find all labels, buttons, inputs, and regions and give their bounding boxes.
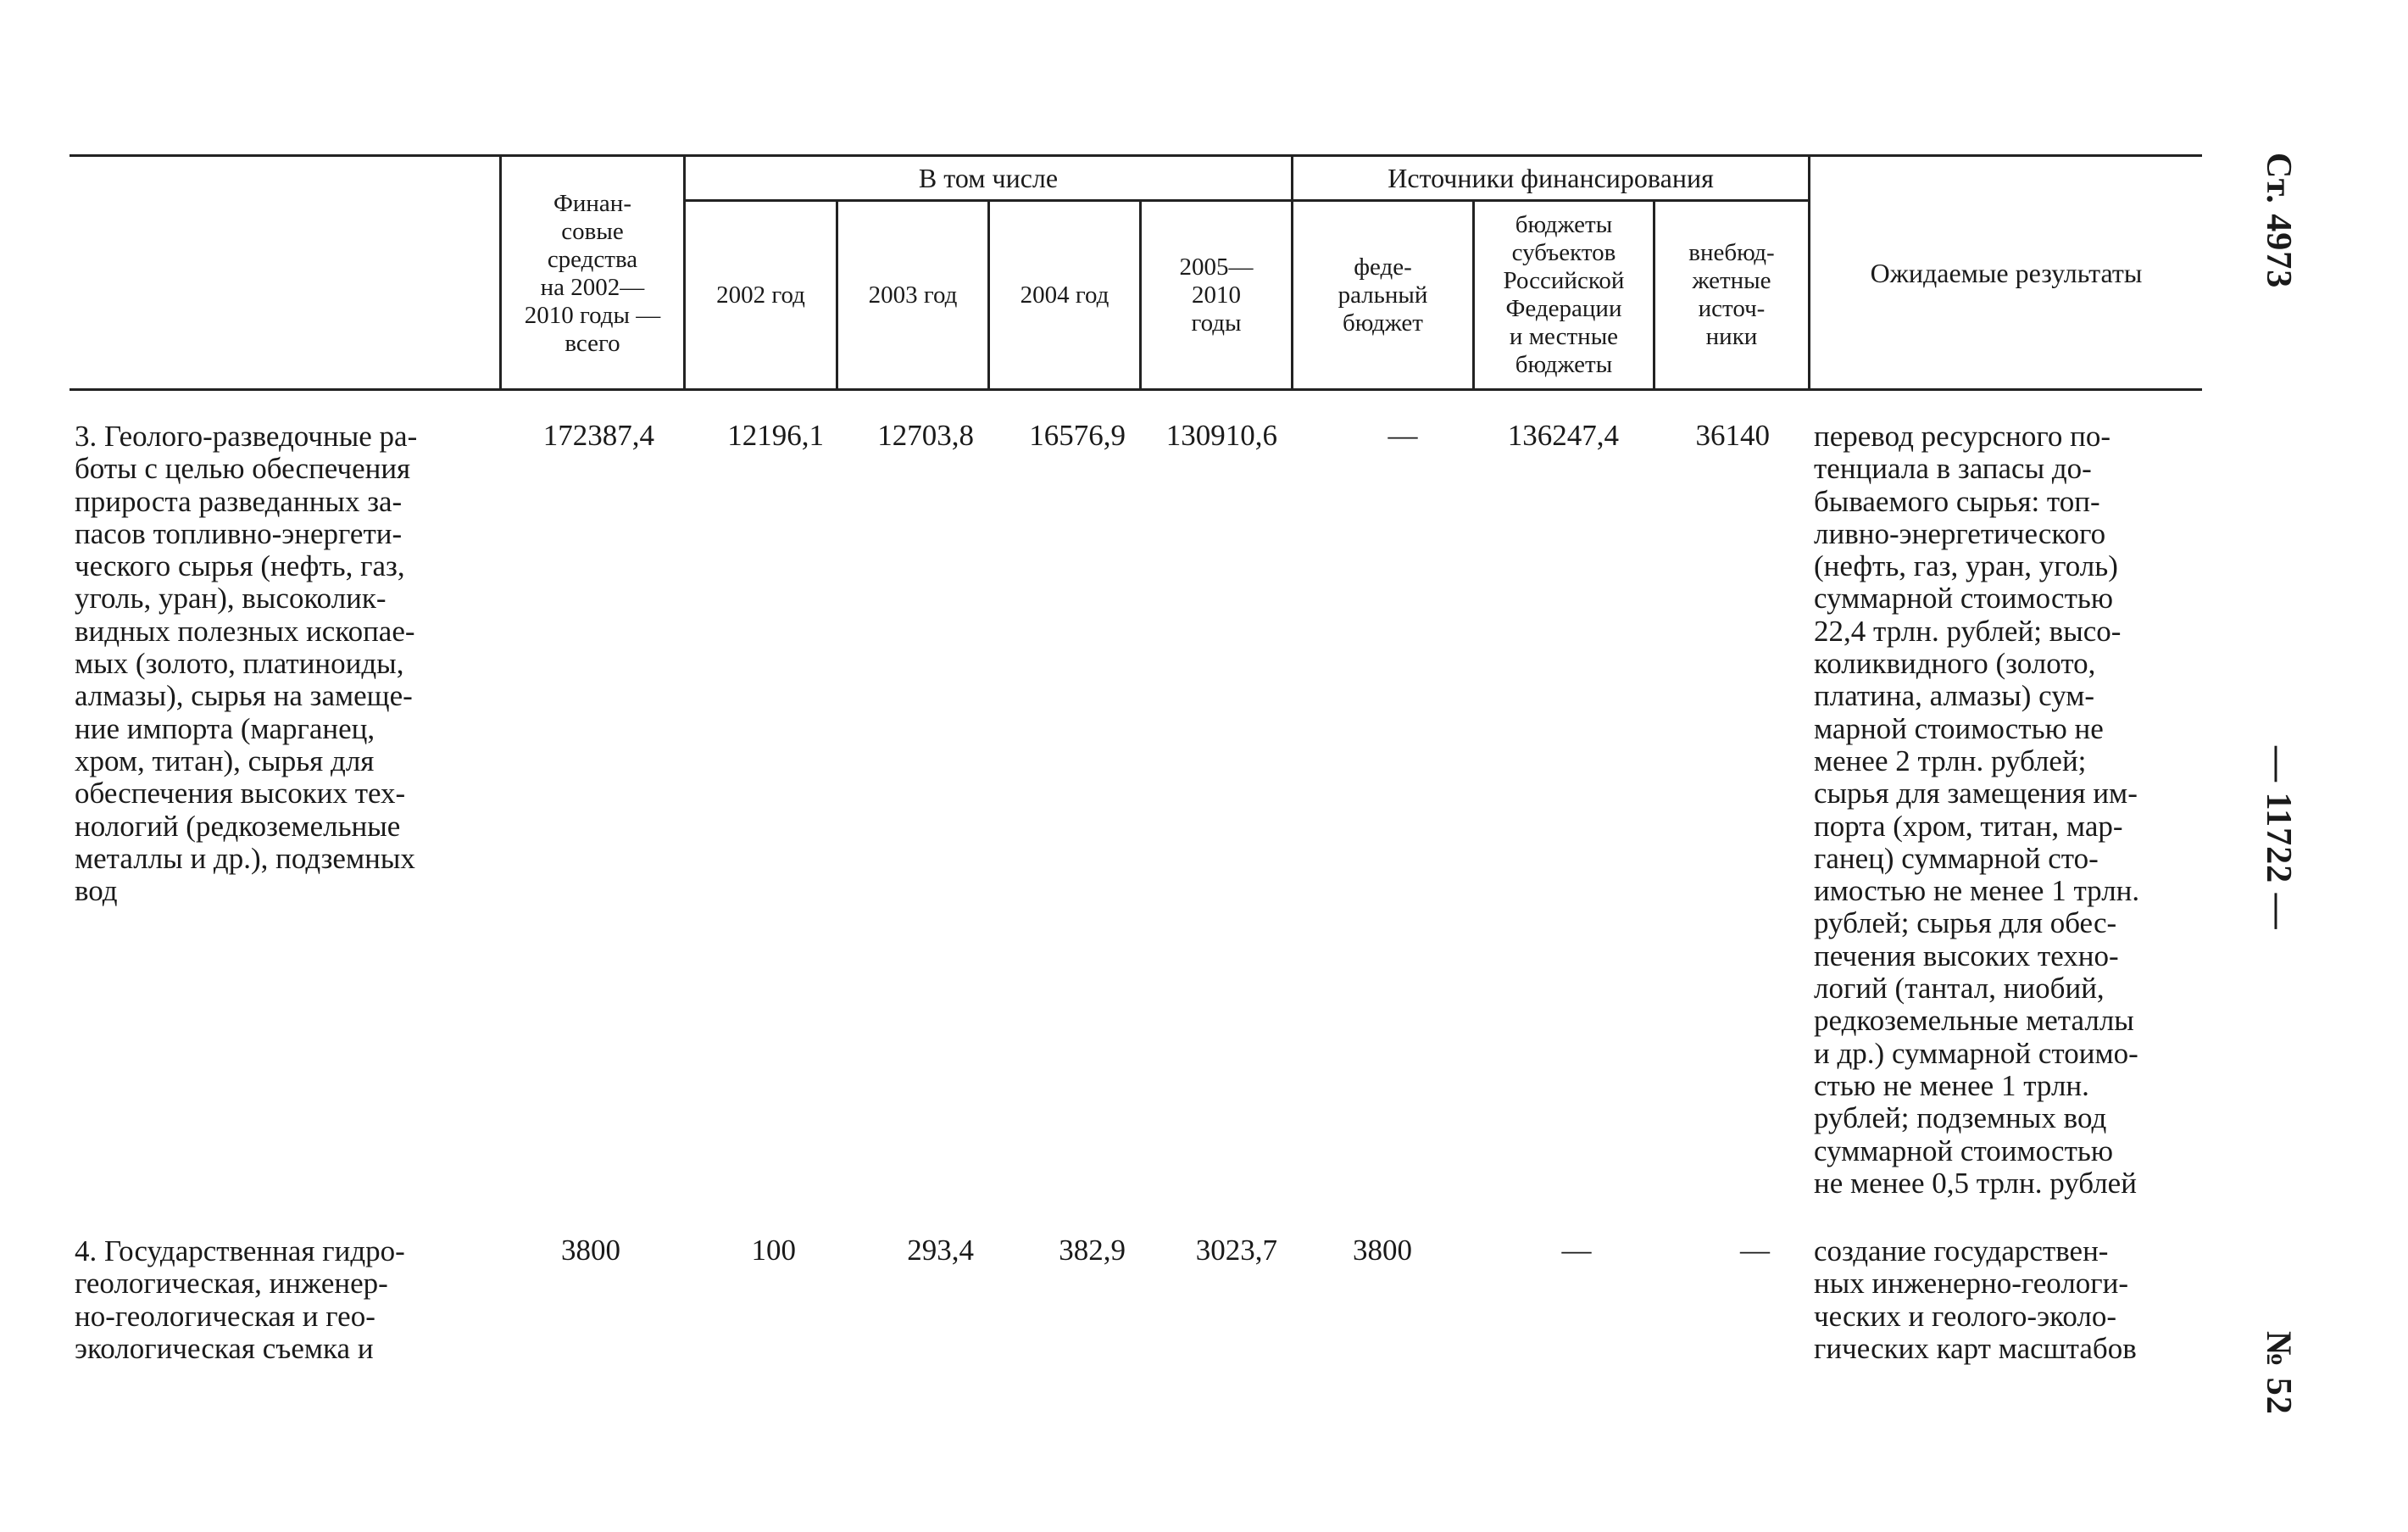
header-2005-2010: 2005— 2010 годы [1179, 253, 1254, 337]
cell-2003: 293,4 [907, 1234, 974, 1267]
cell-2005-2010: 130910,6 [1165, 419, 1277, 452]
cell-2002: 12196,1 [727, 419, 824, 452]
cell-regional: — [1561, 1234, 1592, 1267]
header-sources-group: Источники финансирования [1388, 163, 1714, 193]
header-2002: 2002 год [716, 281, 805, 309]
header-off-budget: внебюд- жетные источ- ники [1688, 239, 1775, 350]
header-bottom-rule [70, 388, 2202, 391]
page-number-label: Ст. 4973 [2259, 153, 2298, 289]
header-total: Финан- совые средства на 2002— 2010 годы — всего [524, 190, 661, 357]
issue-number-label: № 52 [2259, 1331, 2298, 1415]
cell-2002: 100 [751, 1234, 796, 1267]
cell-off-budget: 36140 [1695, 419, 1770, 452]
cell-total: 3800 [561, 1234, 620, 1267]
header-2003: 2003 год [868, 281, 958, 309]
cell-2004: 382,9 [1059, 1234, 1126, 1267]
cell-2005-2010: 3023,7 [1195, 1234, 1277, 1267]
table-row-name: 3. Геолого-разведочные ра- боты с целью обеспечения прироста разведанных за- пасов топливно-энергети- ческого сырья (нефть, газ, уголь, уран), высоколик- видных полезных ископае- мых (золото, платиноиды, алмазы), сырья на замеще- ние импорта (марганец, хром, титан), сырья для обеспечения высоких тех- нологий (редкоземельные металлы и др.), подземных вод [75, 420, 418, 908]
cell-regional: 136247,4 [1507, 419, 1619, 452]
cell-expected-result: перевод ресурсного по- тенциала в запасы до- бываемого сырья: топ- ливно-энергетического (нефть, газ, уран, уголь) суммарной стоимостью 22,4 трлн. рублей; высо- коликвидного (золото, платина, алмазы) сум- марной стоимостью не менее 2 трлн. рублей; сырья для замещения им- порта (хром, титан, мар- ганец) суммарной сто- имостью не менее 1 трлн. рублей; сырья для обес- печения высоких техно- логий (тантал, ниобий, редкоземельные металлы и др.) суммарной стоимо- стью не менее 1 трлн. рублей; подземных вод суммарной стоимостью не менее 0,5 трлн. рублей [1814, 420, 2140, 1200]
cell-total: 172387,4 [542, 419, 654, 452]
header-including-group: В том числе [918, 163, 1059, 193]
header-federal-budget: феде- ральный бюджет [1337, 253, 1428, 337]
header-2004: 2004 год [1020, 281, 1109, 309]
header-regional-budgets: бюджеты субъектов Российской Федерации и местные бюджеты [1503, 211, 1625, 378]
running-page-number: — 11722 — [2259, 746, 2298, 930]
cell-federal: 3800 [1353, 1234, 1412, 1267]
cell-2004: 16576,9 [1029, 419, 1126, 452]
table-row-name: 4. Государственная гидро- геологическая, инженер- но-геологическая и гео- экологическая съемка и [75, 1234, 405, 1365]
cell-federal: — [1388, 419, 1418, 452]
cell-off-budget: — [1740, 1234, 1770, 1267]
cell-expected-result: создание государствен- ных инженерно-геологи- ческих и геолого-эколо- гических карт масштабов [1814, 1234, 2137, 1365]
header-expected-results: Ожидаемые результаты [1870, 257, 2143, 288]
cell-2003: 12703,8 [877, 419, 974, 452]
